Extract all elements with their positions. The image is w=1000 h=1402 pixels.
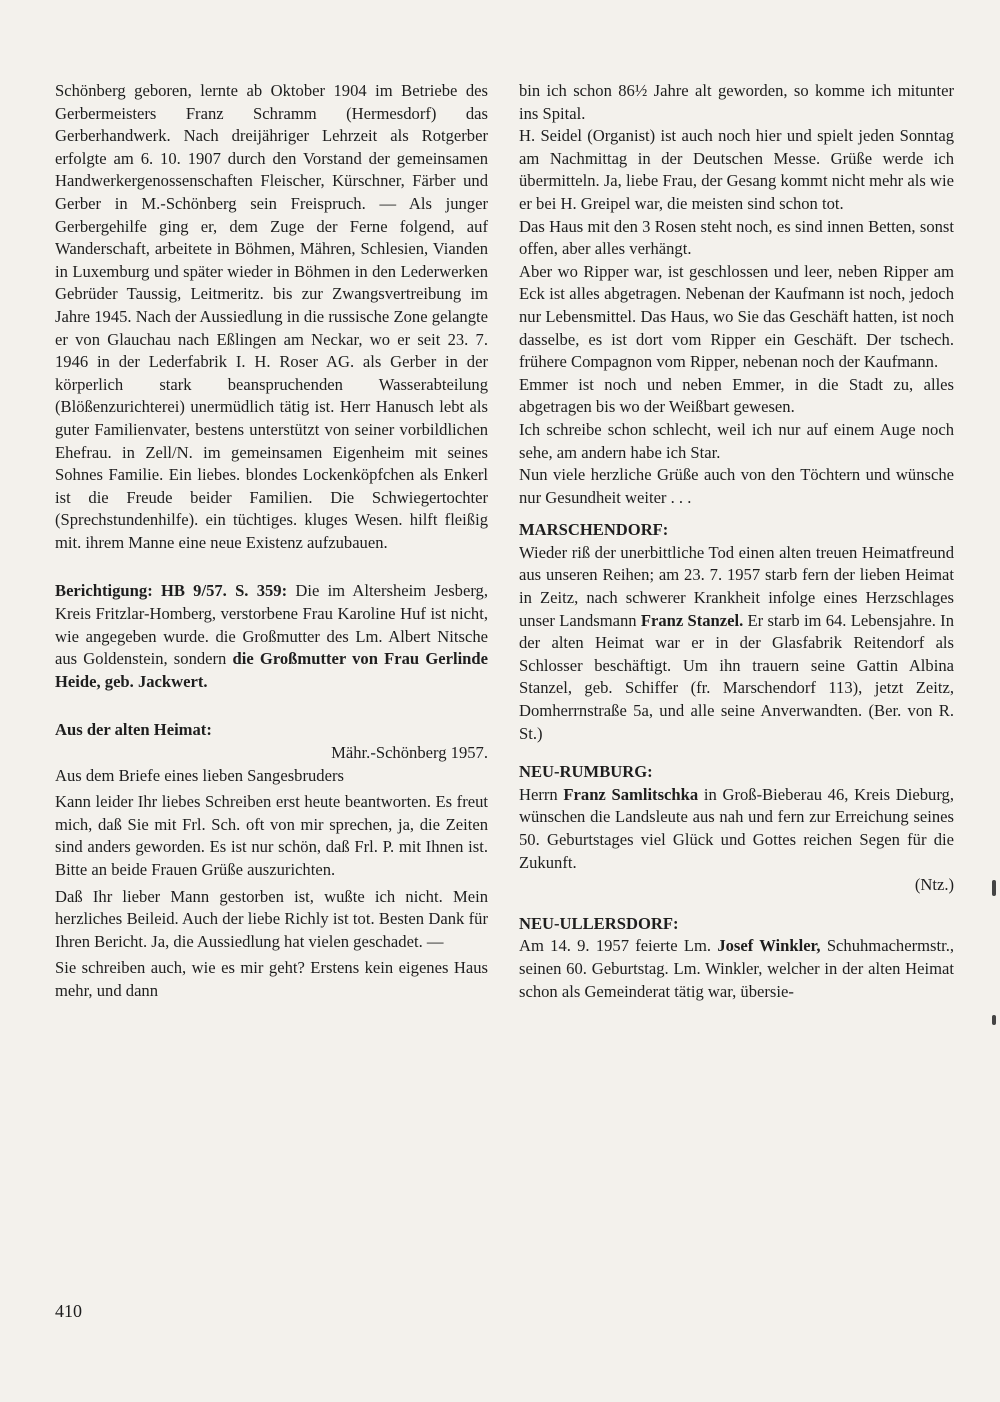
neu-rumburg-name: Franz Samlitschka <box>563 784 699 804</box>
section-heading-neu-rumburg: NEU-RUMBURG: <box>519 762 653 782</box>
neu-rumburg-text: Herrn <box>519 784 564 804</box>
neu-ullersdorf-paragraph <box>519 935 954 1003</box>
marschendorf-text: Wieder riß der unerbittliche Tod einen alten treuen Heimatfreund aus unseren Reihen; am 23. 7. 1957 starb fern der lieben Heimat in Zeitz, nach schwerer Krankheit infolge eines Herzschlages unser Landsmann <box>519 542 954 630</box>
letter-paragraph: Nun viele herzliche Grüße auch von den Töchtern und wünsche nur Gesundheit weiter . . . <box>519 465 954 507</box>
letter-place-date: Mähr.-Schönberg 1957. <box>331 743 488 763</box>
marschendorf-text: Er starb im 64. Lebensjahre. In der alten Heimat war er in der Glasfabrik Reitendorf als Schlosser beschäftigt. Um ihn trauern seine Gattin Albina Stanzel, geb. Schiffer (fr. Marschendorf 113), jetzt Zeitz, Domherrnstraße 5a, und alle seine Anverwandten. (Ber. von R. St.) <box>519 610 954 743</box>
letter-paragraph: Sie schreiben auch, wie es mir geht? Erstens kein eigenes Haus mehr, und dann <box>55 958 488 1000</box>
letter-intro: Aus dem Briefe eines lieben Sangesbruders <box>55 765 344 785</box>
right-column <box>519 80 954 1003</box>
correction-bold: die Großmutter von Frau Gerlinde Heide, geb. Jackwert. <box>55 649 488 691</box>
correction-label: Berichtigung: HB 9/57. S. 359: <box>55 581 288 601</box>
marschendorf-name: Franz Stanzel. <box>640 610 744 630</box>
letter-paragraph: Das Haus mit den 3 Rosen steht noch, es sind innen Betten, sonst offen, aber alles verhängt. <box>519 216 954 259</box>
scan-edge-mark <box>992 1015 996 1025</box>
marschendorf-paragraph <box>519 542 954 745</box>
section-heading-marschendorf: MARSCHENDORF: <box>519 520 669 540</box>
biography-paragraph: Schönberg geboren, lernte ab Oktober 1904 im Betriebe des Gerbermeisters Franz Schramm (Hermesdorf) das Gerberhandwerk. Nach dreijähriger Lehrzeit als Rotgerber erfolgte am 6. 10. 1907 durch den Vorstand der gemeinsamen Handwerkergenossenschaften Fleischer, Kürschner, Färber und Gerber in M.-Schönberg sein Freispruch. — Als junger Gerbergehilfe ging er, dem Zuge der Ferne folgend, auf Wanderschaft, arbeitete in Böhmen, Mähren, Schlesien, Vianden in Luxemburg und später wieder in Böhmen in den Lederwerken Gebrüder Taussig, Leitmeritz. bis zur Zwangsvertreibung im Jahre 1945. Nach der Aussiedlung in die russische Zone gelangte er von Glauchau nach Eßlingen am Neckar, wo er seit 23. 7. 1946 in der Lederfabrik I. H. Roser AG. als Gerber in der körperlich stark beanspruchenden Wasserabteilung (Blößenzurichterei) unermüdlich tätig ist. Herr Hanusch lebt als guter Familienvater, bestens unterstützt von seiner vorbildlichen Ehefrau. in Zell/N. im gemeinsamen Eigenheim mit seines Sohnes Familie. Ein liebes. blondes Lockenköpfchen als Enkerl ist die Freude beider Familien. Die Schwiegertochter (Sprechstundenhilfe). ein tüchtiges. kluges Wesen. hilft fleißig mit. ihrem Manne eine neue Existenz aufzubauen. <box>55 81 488 552</box>
neu-ullersdorf-text: Am 14. 9. 1957 feierte Lm. <box>519 936 718 956</box>
section-heading-heimat: Aus der alten Heimat: <box>55 720 212 740</box>
page-number: 410 <box>55 1301 82 1321</box>
letter-paragraph: Ich schreibe schon schlecht, weil ich nur auf einem Auge noch sehe, am andern habe ich Star. <box>519 419 954 462</box>
letter-paragraph: Aber wo Ripper war, ist geschlossen und leer, neben Ripper am Eck ist alles abgetragen. Nebenan der Kaufmann ist noch, jedoch nur Lebensmittel. Das Haus, wo Sie das Geschäft hatten, ist noch dasselbe, es ist dort vom Ripper ein Geschäft. Der tschech. frühere Compagnon vom Ripper, nebenan noch der Kaufmann. <box>519 261 954 372</box>
section-heading-neu-ullersdorf: NEU-ULLERSDORF: <box>519 913 679 933</box>
letter-paragraph: Kann leider Ihr liebes Schreiben erst heute beantworten. Es freut mich, daß Sie mit Frl. Sch. oft von mir sprechen, ja, die Zeiten sind anders geworden. Es ist nur schön, daß Frl. P. mit Ihnen ist. Bitte an beide Frauen Grüße auszurichten. <box>55 792 488 879</box>
neu-ullersdorf-name: Josef Winkler, <box>717 936 821 956</box>
scan-edge-mark <box>992 880 996 896</box>
letter-paragraph: H. Seidel (Organist) ist auch noch hier und spielt jeden Sonntag am Nachmittag in der Deutschen Messe. Grüße werde ich übermitteln. Ja, liebe Frau, der Gesang kommt nicht mehr als wie er bei H. Greipel war, die meisten sind schon tot. <box>519 126 954 213</box>
neu-rumburg-signature: (Ntz.) <box>914 875 954 895</box>
correction-text: Die im Altersheim Jesberg, Kreis Fritzlar-Homberg, verstorbene Frau Karoline Huf ist nicht, wie angegeben wurde. die Großmutter des Lm. Albert Nitsche aus Goldenstein, sondern <box>55 581 489 669</box>
correction-paragraph <box>55 580 488 693</box>
left-column <box>55 80 488 1003</box>
letter-paragraph: Daß Ihr lieber Mann gestorben ist, wußte ich nicht. Mein herzliches Beileid. Auch der liebe Richly ist tot. Besten Dank für Ihren Bericht. Ja, die Aussiedlung hat vielen geschadet. — <box>55 886 488 951</box>
neu-rumburg-paragraph <box>519 784 954 874</box>
letter-paragraph: Emmer ist noch und neben Emmer, in die Stadt zu, alles abgetragen bis wo der Weißbart gewesen. <box>519 374 954 417</box>
neu-rumburg-text: in Groß-Bieberau 46, Kreis Dieburg, wünschen die Landsleute aus nah und fern zur Erreichung seines 50. Geburtstages viel Glück und Gottes reichen Segen für die Zukunft. <box>519 784 954 872</box>
letter-paragraph: bin ich schon 86½ Jahre alt geworden, so komme ich mitunter ins Spital. <box>519 81 954 123</box>
neu-ullersdorf-text: Schuhmachermstr., seinen 60. Geburtstag. Lm. Winkler, welcher in der alten Heimat schon als Gemeinderat tätig war, übersie- <box>519 936 955 1001</box>
